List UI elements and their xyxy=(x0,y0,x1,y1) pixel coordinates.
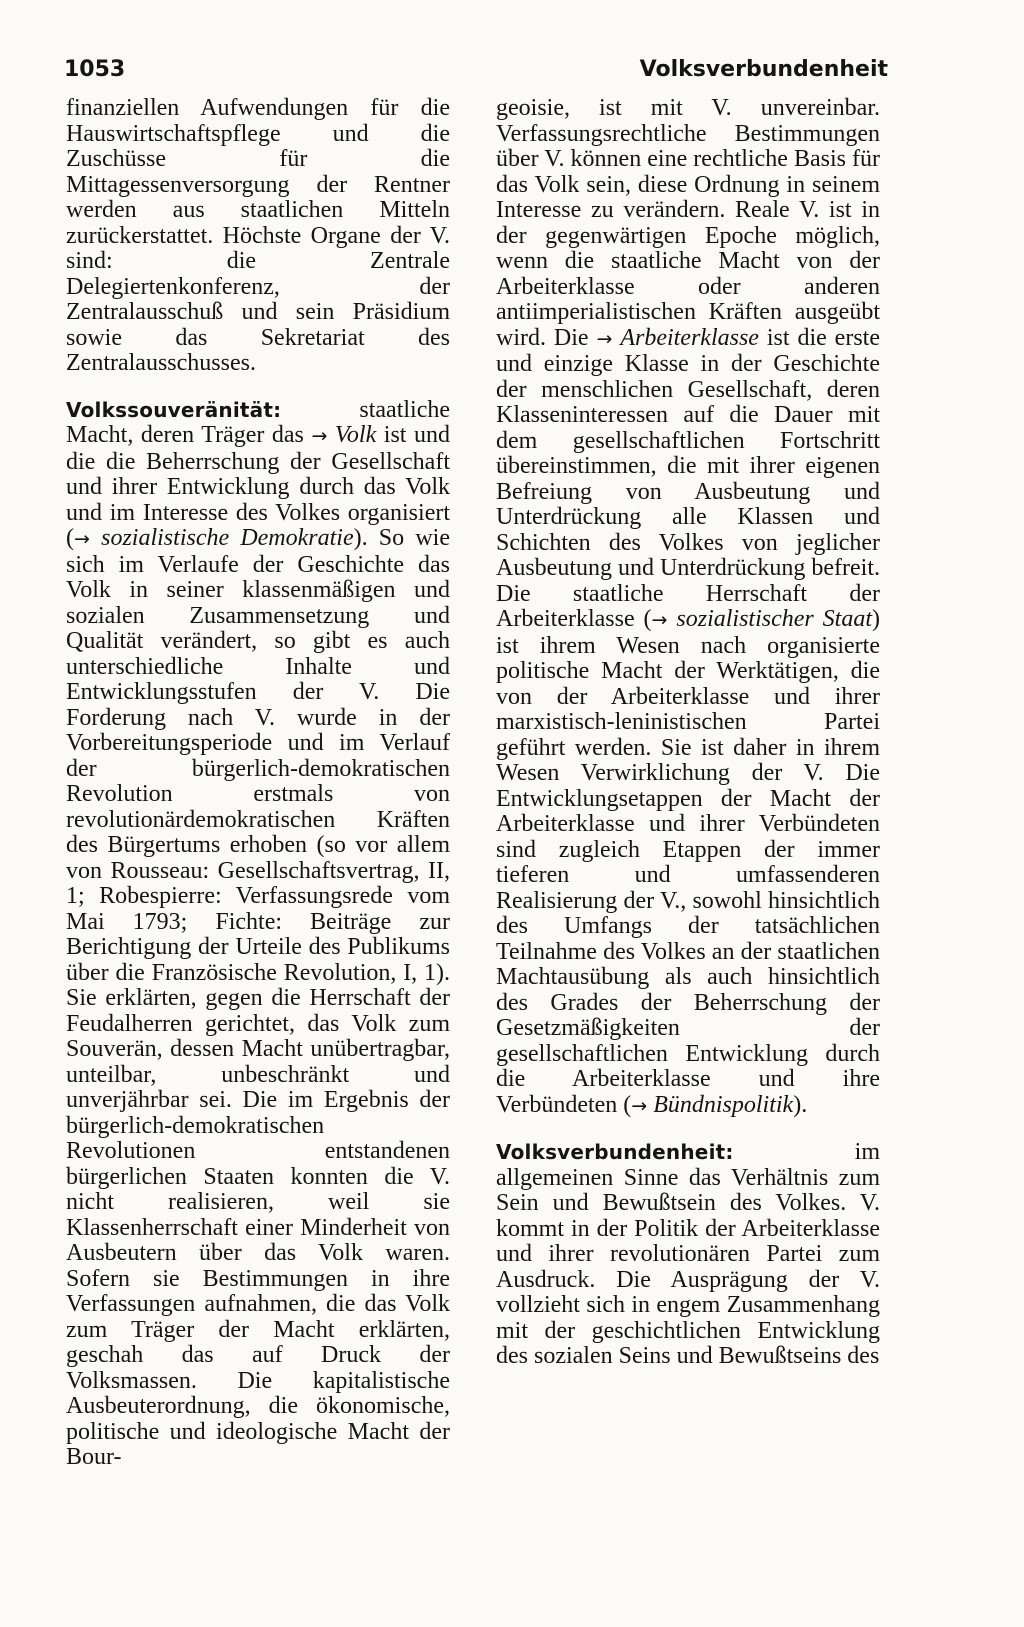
entry-lemma: Volksverbundenheit: xyxy=(496,1140,734,1164)
cross-reference-arrow-icon: → xyxy=(651,609,668,631)
entry-text: staatliche Macht, deren Träger das xyxy=(66,396,450,448)
cross-reference-arbeiterklasse: Arbeiterklasse xyxy=(620,324,759,351)
continuation-text: finanziellen Aufwendungen für die Hauswirtschaftspflege und die Zuschüsse für die Mittagessenversorgung der Rentner werden aus staatlichen Mitteln zurückerstattet. Höchste Organe der V. sind: die Zentrale Delegiertenkonferenz, der Zentralausschuß und sein Präsidium sowie das Sekretariat des Zentralausschusses. xyxy=(66,95,450,376)
continuation-text: ist die erste und einzige Klasse in der Geschichte der menschlichen Gesellschaft, deren Klasseninteressen auf die Dauer mit dem gesellschaftlichen Fortschritt übereinstimmen, die mit ihrer eigenen Befreiung von Ausbeutung und Unterdrückung alle Klassen und Schichten des Volkes von jeglicher Ausbeutung und Unterdrückung befreit. Die staatliche Herrschaft der Arbeiterklasse ( xyxy=(496,324,880,632)
running-title: Volksverbundenheit xyxy=(639,57,888,82)
cross-reference-sozialistischer-staat: sozialistischer Staat xyxy=(676,606,872,632)
continuation-paragraph xyxy=(496,96,880,1119)
cross-reference-buendnispolitik: Bündnispolitik xyxy=(653,1091,794,1118)
continuation-paragraph xyxy=(66,96,450,377)
entry-volksverbundenheit xyxy=(496,1140,880,1370)
entry-volkssouveraenitaet xyxy=(66,398,450,1471)
right-column xyxy=(496,96,880,1370)
continuation-text: ) ist ihrem Wesen nach organisierte politische Macht der Werktätigen, die von der Arbeiterklasse und ihrer marxistisch-leninistischen Partei geführt werden. Sie ist daher in ihrem Wesen Verwirklichung der V. Die Entwicklungsetappen der Macht der Arbeiterklasse und ihrer Verbündeten sind zugleich Etappen der immer tieferen und umfassenderen Realisierung der V., sowohl hinsichtlich des Umfangs der tatsächlichen Teilnahme des Volkes an der staatlichen Machtausübung als auch hinsichtlich des Grades der Beherrschung der Gesetzmäßigkeiten der gesellschaftlichen Entwicklung durch die Arbeiterklasse und ihre Verbündeten ( xyxy=(496,606,880,1118)
page-number: 1053 xyxy=(64,57,126,82)
entry-text: ). So wie sich im Verlaufe der Geschichte das Volk in seiner klassenmäßigen und sozialen Zusammensetzung und Qualität verändert, so gibt es auch unterschiedliche Inhalte und Entwicklungsstufen der V. Die Forderung nach V. wurde in der Vorbereitungsperiode und im Verlauf der bürgerlich-demokratischen Revolution erstmals von revolutionärdemokratischen Kräften des Bürgertums erhoben (so vor allem von Rousseau: Gesellschaftsvertrag, II, 1; Robespierre: Verfassungsrede vom Mai 1793; Fichte: Beiträge zur Berichtigung der Urteile des Publikums über die Französische Revolution, I, 1). Sie erklärten, gegen die Herrschaft der Feudalherren gerichtet, das Volk zum Souverän, dessen Macht unübertragbar, unteilbar, unbeschränkt und unverjährbar sei. Die im Ergebnis der bürgerlich-demokratischen Revolutionen entstandenen bürgerlichen Staaten konnten die V. nicht realisieren, weil sie Klassenherrschaft einer Minderheit von Ausbeutern über das Volk waren. Sofern sie Bestimmungen in ihre Verfassungen aufnahmen, die das Volk zum Träger der Macht erklärten, geschah das auf Druck der Volksmassen. Die kapitalistische Ausbeuterordnung, die ökonomische, politische und ideologische Macht der Bour- xyxy=(66,525,450,1470)
continuation-text: ). xyxy=(793,1091,808,1118)
cross-reference-arrow-icon: → xyxy=(74,528,90,550)
page-header xyxy=(64,42,888,82)
cross-reference-volk: Volk xyxy=(334,422,377,448)
cross-reference-arrow-icon: → xyxy=(311,425,328,447)
entry-text: im allgemeinen Sinne das Verhältnis zum Sein und Bewußtsein des Volkes. V. kommt in der Politik der Arbeiterklasse und ihrer revolutionären Partei zum Ausdruck. Die Ausprägung der V. vollzieht sich in engem Zusammenhang mit der geschichtlichen Entwicklung des sozialen Seins und Bewußtseins des xyxy=(496,1139,880,1369)
continuation-text: geoisie, ist mit V. unvereinbar. Verfassungsrechtliche Bestimmungen über V. können eine rechtliche Basis für das Volk sein, diese Ordnung in seinem Interesse zu verändern. Reale V. ist in der gegenwärtigen Epoche möglich, wenn die staatliche Macht von der Arbeiterklasse oder anderen antiimperialistischen Kräften ausgeübt wird. Die xyxy=(496,95,880,351)
left-column xyxy=(66,96,450,1471)
cross-reference-sozialistische-demokratie: sozialistische Demokratie xyxy=(101,525,354,551)
entry-lemma: Volkssouveränität: xyxy=(66,397,282,422)
cross-reference-arrow-icon: → xyxy=(631,1094,648,1117)
entry-text: ist und die die Beherrschung der Gesellschaft und ihrer Entwicklung durch das Volk und im Interesse des Volkes organisiert ( xyxy=(66,422,450,551)
cross-reference-arrow-icon: → xyxy=(596,327,613,350)
